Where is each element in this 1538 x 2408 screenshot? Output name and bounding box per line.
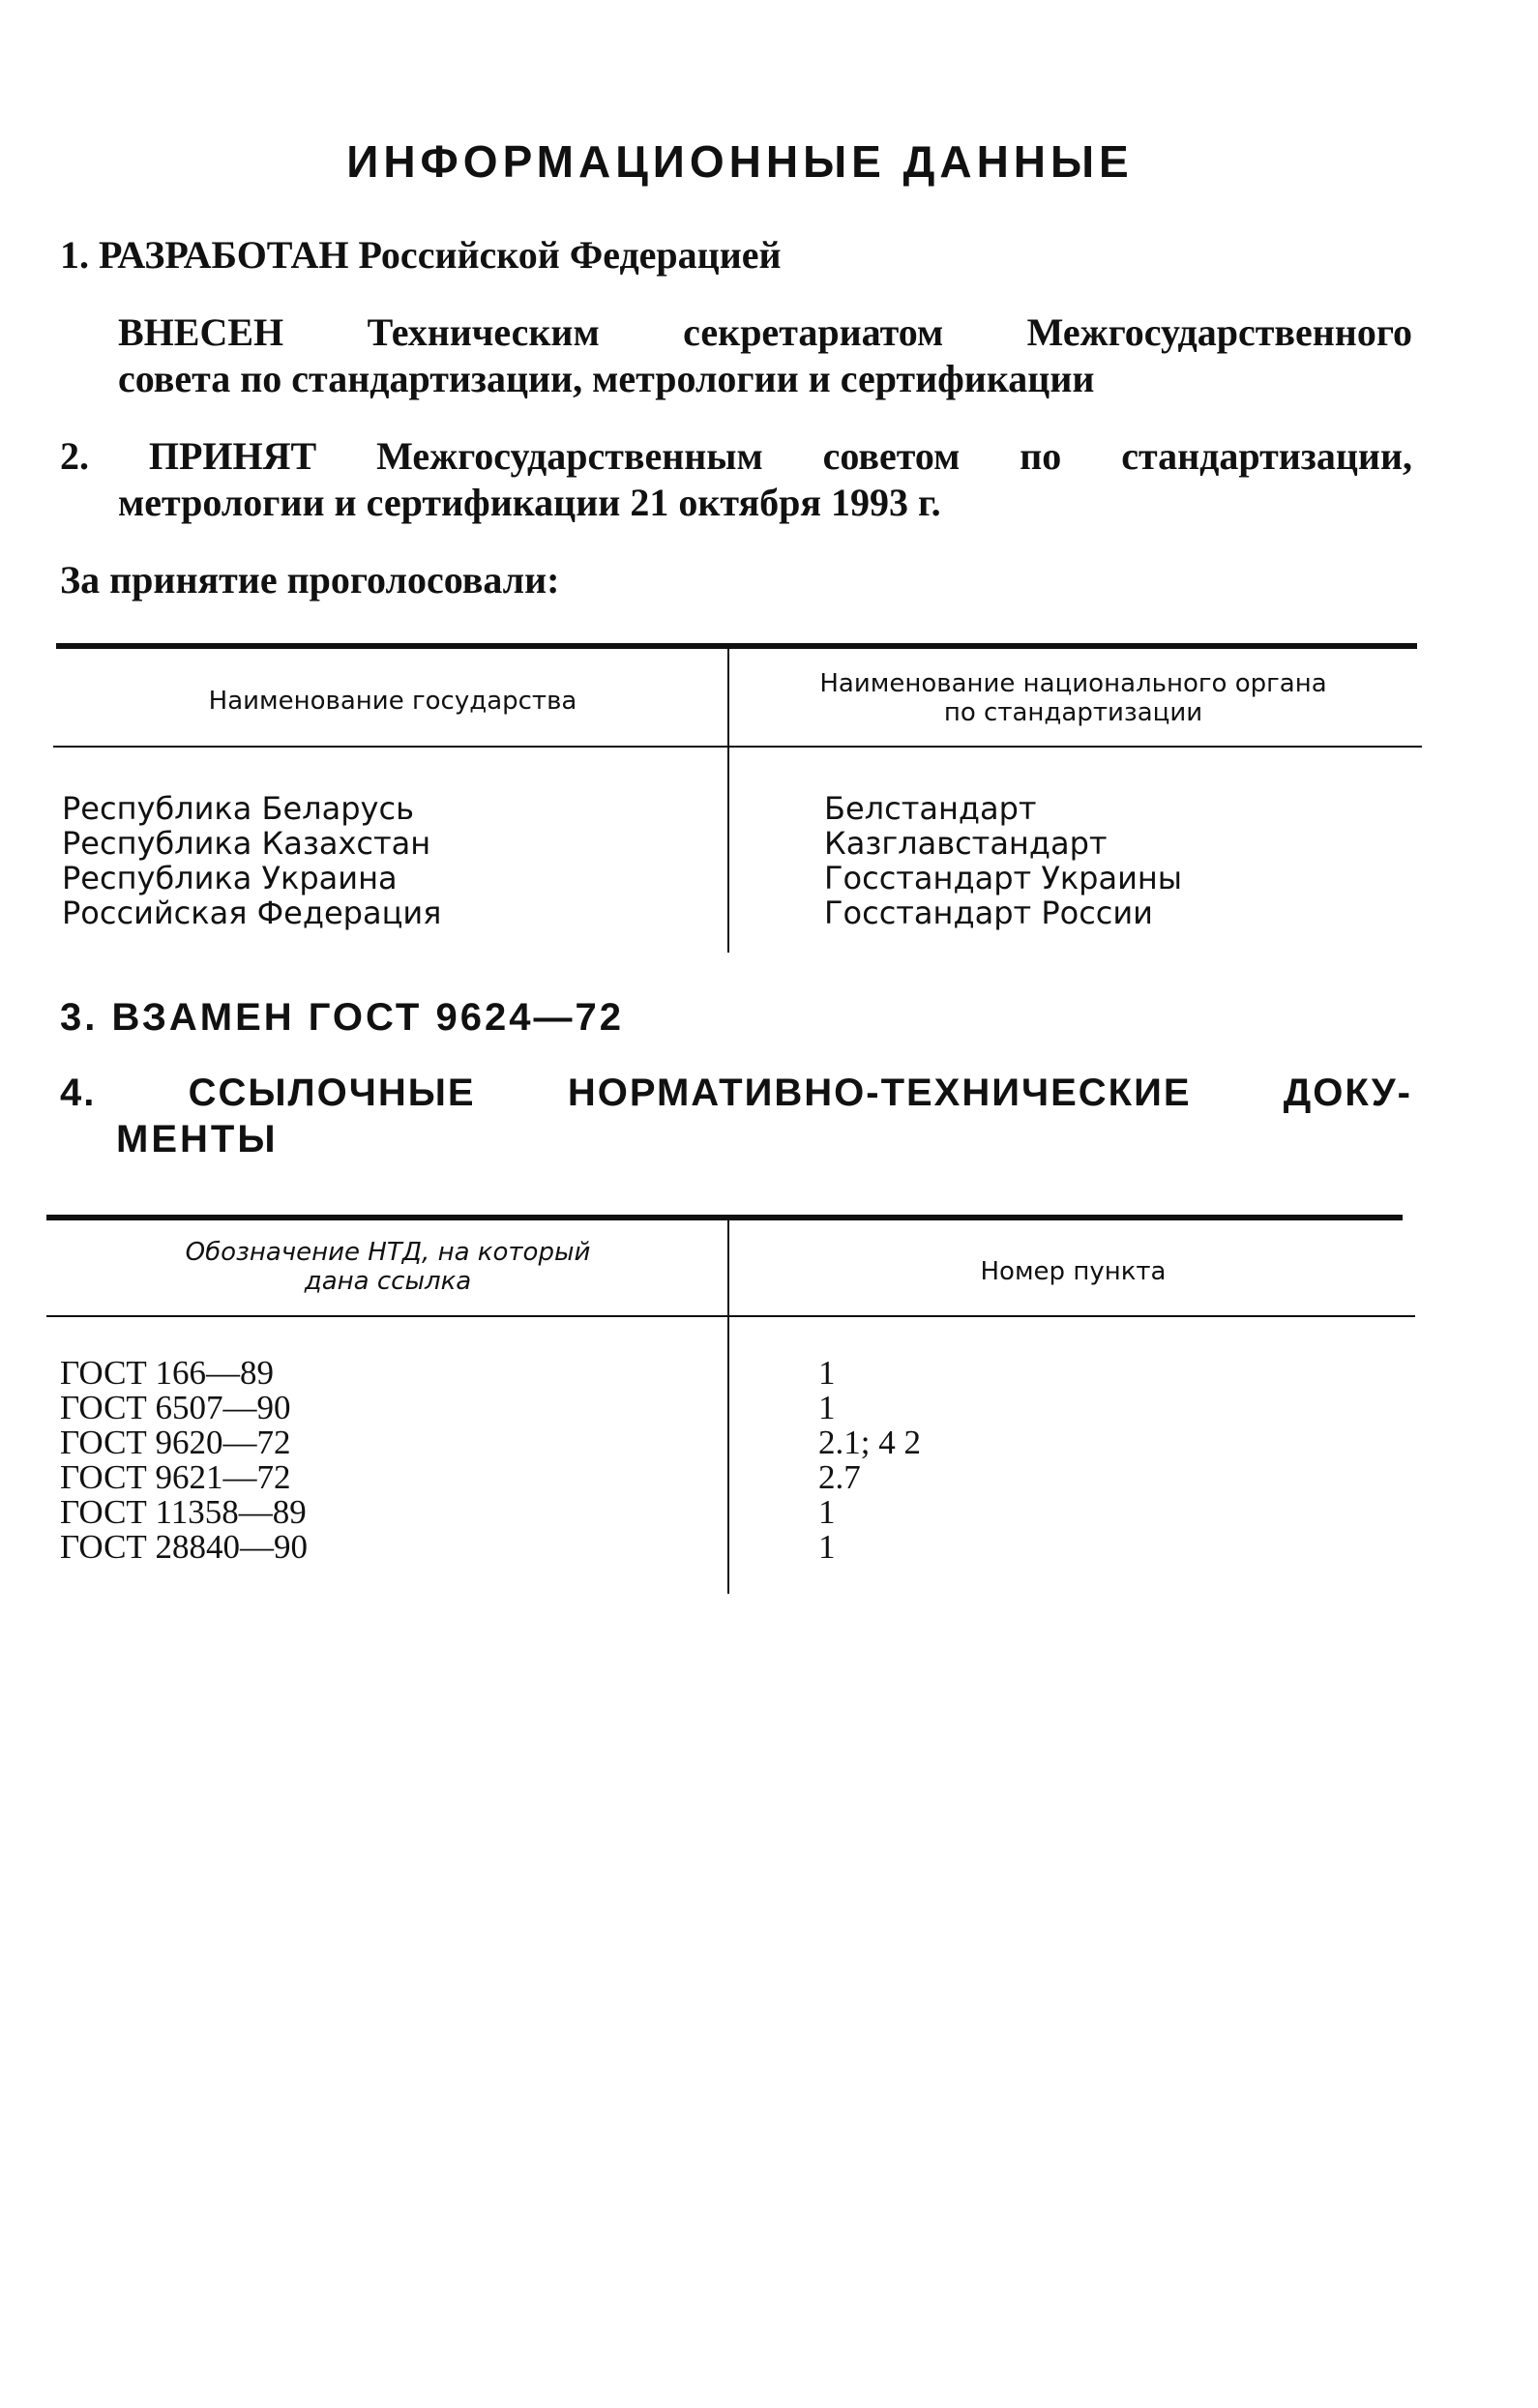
column-header-document-line2: дана ссылка: [304, 1267, 472, 1296]
section-2-adopted-line2: метрологии и сертификации 21 октября 1993 г.: [118, 481, 941, 524]
table-row-state: Республика Казахстан: [62, 825, 431, 862]
column-header-state: Наименование государства: [208, 687, 577, 716]
table-header-rule: [46, 1315, 1415, 1317]
table-row-doc: ГОСТ 6507—90: [60, 1389, 291, 1426]
table-row-item: 1: [818, 1354, 836, 1392]
table-row-doc: ГОСТ 9620—72: [60, 1424, 291, 1461]
table-row-body: Белстандарт: [824, 790, 1037, 827]
section-1-developed: 1. РАЗРАБОТАН Российской Федерацией: [60, 233, 782, 277]
table-top-rule: [56, 643, 1417, 649]
page-title: ИНФОРМАЦИОННЫЕ ДАННЫЕ: [346, 136, 1134, 187]
section-3-replaces: 3. ВЗАМЕН ГОСТ 9624—72: [60, 996, 624, 1039]
section-2-adopted-line1: 2. ПРИНЯТ Межгосударственным советом по стандартизации,: [60, 434, 1412, 478]
table-row-item: 1: [818, 1528, 836, 1566]
table-row-state: Республика Беларусь: [62, 790, 414, 827]
table-row-doc: ГОСТ 9621—72: [60, 1458, 291, 1496]
section-1-introduced-line2: совета по стандартизации, метрологии и сертификации: [118, 357, 1095, 400]
column-header-body: [729, 669, 1417, 727]
column-header-item: Номер пункта: [980, 1257, 1167, 1286]
table-row-state: Республика Украина: [62, 860, 398, 896]
section-1-introduced-line1: ВНЕСЕН Техническим секретариатом Межгосударственного: [118, 310, 1412, 354]
column-header-document-line1: Обозначение НТД, на который: [185, 1238, 591, 1267]
table-row-item: 2.1; 4 2: [818, 1424, 921, 1461]
table-row-doc: ГОСТ 166—89: [60, 1354, 275, 1392]
table-header-rule: [53, 746, 1422, 748]
table-row-item: 1: [818, 1389, 836, 1426]
table-row-doc: ГОСТ 28840—90: [60, 1528, 309, 1566]
column-header-document: [48, 1238, 727, 1296]
table-row-body: Госстандарт Украины: [824, 860, 1183, 896]
voted-heading: За принятие проголосовали:: [60, 558, 560, 602]
column-header-body-line1: Наименование национального органа: [819, 669, 1327, 698]
section-4-references-line2: МЕНТЫ: [116, 1118, 279, 1160]
table-top-rule: [46, 1215, 1403, 1220]
table-row-state: Российская Федерация: [62, 895, 442, 931]
column-header-body-line2: по стандартизации: [943, 698, 1203, 727]
table-row-item: 1: [818, 1493, 836, 1531]
table-row-item: 2.7: [818, 1458, 861, 1496]
table-row-doc: ГОСТ 11358—89: [60, 1493, 307, 1531]
table-row-body: Госстандарт России: [824, 895, 1153, 931]
section-4-references-line1: 4. ССЫЛОЧНЫЕ НОРМАТИВНО-ТЕХНИЧЕСКИЕ ДОКУ-: [60, 1072, 1412, 1114]
table-row-body: Казглавстандарт: [824, 825, 1108, 862]
